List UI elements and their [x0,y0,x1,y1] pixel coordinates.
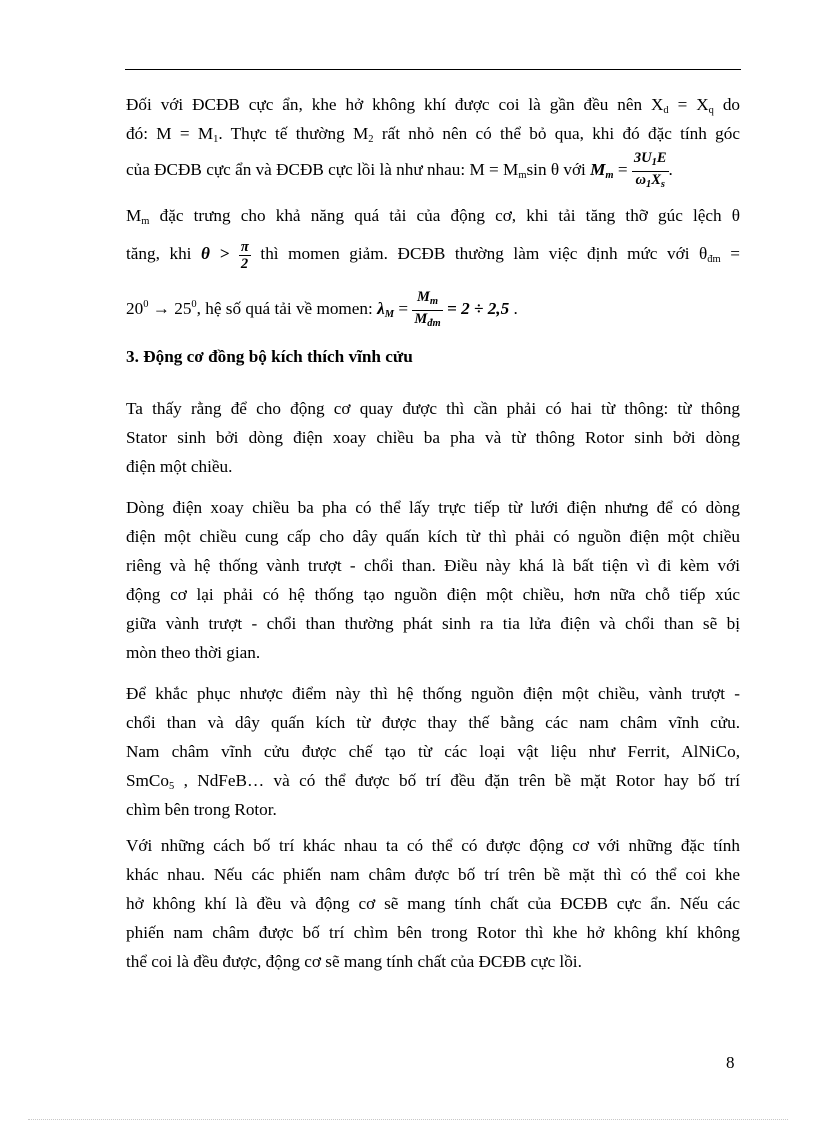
para3-line: điện một chiều cung cấp cho dây quấn kích từ thì phải có nguồn điện một chiều [126,527,740,546]
para1-line4: $M_m$ đặc trưng cho khả năng quá tải của động cơ, khi tải tăng thỡ gúc lệch θ [126,206,740,227]
para1-line5: tăng, khi θ > $\frac{\pi}{2}$ thì momen giảm. ĐCĐB thường làm việc định mức với $\theta_{đm}$ = [126,238,740,272]
para3-line: riêng và hệ thống vành trượt - chổi than. Điều này khá là bất tiện vì đi kèm với [126,556,740,575]
para3-line: động cơ lại phải có hệ thống tạo nguồn điện một chiều, hơn nữa chỗ tiếp xúc [126,585,740,604]
formula-mm: $M_m$ [590,160,614,181]
para1-line2: đó: $M = M_1$. Thực tế thường $M_2$ rất nhỏ nên có thể bỏ qua, khi đó đặc tính góc [126,124,740,145]
page-bottom-dotted-rule [28,1119,788,1120]
para3-line: mòn theo thời gian. [126,643,261,662]
formula-mm-fraction: $\frac{3U_1E}{\omega_1X_s}$ [633,149,667,190]
para3-line: giữa vành trượt - chổi than thường phát sinh ra tia lửa điện và chổi than sẽ bị [126,614,740,633]
para4-line: Để khắc phục nhược điểm này thì hệ thống nguồn điện một chiều, vành trượt - [126,684,740,703]
para1-line6: $20^0 \to 25^0$, hệ số quá tải về momen: $\lambda_M$ = $\frac{M_m}{M_{đm}}$ = 2 ÷ 2,5 . [126,283,740,337]
para5-line: khác nhau. Nếu các phiến nam châm được bố trí trên bề mặt thì có thể coi khe [126,865,740,884]
para2-line: Ta thấy rằng để cho động cơ quay được thì cần phải có hai từ thông: từ thông [126,399,740,418]
page-number: 8 [726,1053,735,1072]
para5-line: thể coi là đều được, động cơ sẽ mang tính chất của ĐCĐB cực lồi. [126,952,582,971]
formula-lambda: $\lambda_M$ [377,299,395,320]
para4-line: Nam châm vĩnh cửu được chế tạo từ các loại vật liệu như Ferrit, AlNiCo, [126,742,740,761]
para2-line: điện một chiều. [126,457,233,476]
para5-line: Với những cách bố trí khác nhau ta có thể có được động cơ với những đặc tính [126,836,740,855]
para5-line: hở không khí là đều và động cơ sẽ mang tính chất của ĐCĐB cực ẩn. Nếu các [126,894,740,913]
formula-lambda-fraction: $\frac{M_m}{M_{đm}}$ [414,288,441,329]
section-heading: 3. Động cơ đồng bộ kích thích vĩnh cửu [126,347,413,366]
para4-line: chổi than và dây quấn kích từ được thay thế bằng các nam châm vĩnh cửu. [126,713,740,732]
header-rule [125,69,741,70]
para1-line3: của ĐCĐB cực ẩn và ĐCĐB cực lồi là như nhau: $M = M_m\sin$ θ với $M_m$ = $\frac{3U_1E}{\omega_1X_s}$ . [126,148,740,198]
para4-line: SmCo$_5$ , NdFeB… và có thể được bố trí đều đặn trên bề mặt Rotor hay bố trí [126,771,740,792]
formula-pi-half: $\frac{\pi}{2}$ [240,238,249,272]
para5-line: phiến nam châm được bố trí chìm bên trong Rotor thì khe hở không khí không [126,923,740,942]
para1-line1: Đối với ĐCĐB cực ẩn, khe hở không khí được coi là gần đều nên $X_d = X_q$ do [126,95,741,116]
para3-line: Dòng điện xoay chiều ba pha có thể lấy trực tiếp từ lưới điện nhưng để có dòng [126,498,740,517]
para2-line: Stator sinh bởi dòng điện xoay chiều ba pha và từ thông Rotor sinh bởi dòng [126,428,740,447]
para4-line: chìm bên trong Rotor. [126,800,277,819]
